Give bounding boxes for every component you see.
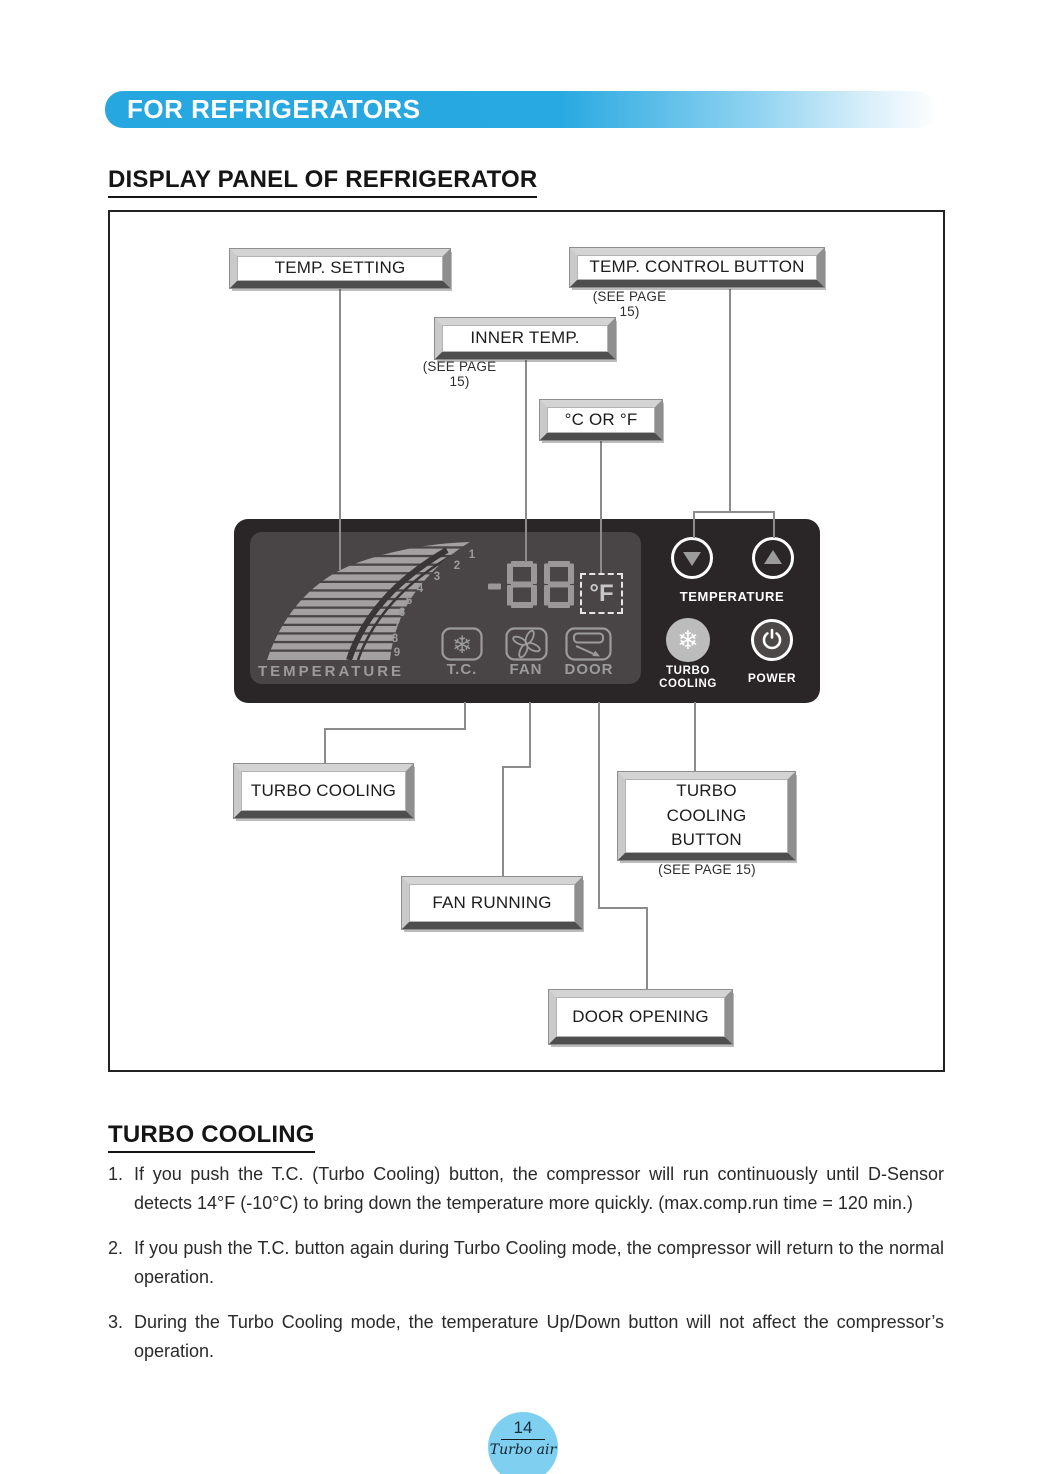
turbo-cooling-text xyxy=(108,1160,944,1382)
turbo-cooling-button-label xyxy=(643,665,733,691)
connector-inner-temp xyxy=(525,359,527,562)
connector-door-1 xyxy=(598,702,600,909)
callout-turbo-cooling xyxy=(234,764,413,818)
callout-temp-control-button xyxy=(570,248,824,287)
refrigerator-control-panel xyxy=(234,519,820,703)
temp-down-button xyxy=(671,537,713,579)
connector-door-3 xyxy=(646,907,648,990)
svg-text:9: 9 xyxy=(393,647,401,659)
callout-door-opening xyxy=(549,990,732,1044)
callout-fan-running-label: FAN RUNNING xyxy=(432,892,552,912)
connector-temp-control-bracket xyxy=(693,511,775,513)
power-button-label: POWER xyxy=(747,671,797,685)
svg-text:4: 4 xyxy=(416,583,424,595)
connector-temp-down xyxy=(693,511,695,538)
callout-temp-setting xyxy=(230,249,450,288)
svg-text:1: 1 xyxy=(468,549,476,561)
fan-indicator-label: FAN xyxy=(509,661,543,678)
connector-tc-2 xyxy=(324,728,466,730)
callout-c-or-f-label: °C OR °F xyxy=(564,409,638,429)
section-header-title: FOR REFRIGERATORS xyxy=(127,94,421,124)
connector-temp-control xyxy=(729,289,731,511)
diagram-frame xyxy=(108,210,945,1072)
svg-text:7: 7 xyxy=(393,620,401,632)
list-item xyxy=(108,1160,944,1218)
callout-turbo-cooling-button-label: TURBO COOLING BUTTON xyxy=(666,781,747,850)
svg-text:5: 5 xyxy=(405,595,413,607)
power-button xyxy=(751,619,793,661)
temp-up-button xyxy=(752,537,794,579)
triangle-down-icon xyxy=(683,552,701,566)
connector-fan-1 xyxy=(529,702,531,768)
turbo-cooling-heading: TURBO COOLING xyxy=(108,1121,315,1153)
list-item xyxy=(108,1308,944,1366)
item-number: 3. xyxy=(108,1312,124,1332)
temperature-unit-box xyxy=(580,573,623,614)
temperature-buttons-label: TEMPERATURE xyxy=(679,589,785,604)
brand-name: Turbo air xyxy=(489,1442,557,1458)
callout-temp-control-button-label: TEMP. CONTROL BUTTON xyxy=(589,257,805,277)
display-panel-heading: DISPLAY PANEL OF REFRIGERATOR xyxy=(108,166,537,198)
callout-turbo-cooling-label: TURBO COOLING xyxy=(250,780,397,800)
connector-fan-2 xyxy=(502,766,531,768)
power-icon xyxy=(760,628,784,652)
fan-icon xyxy=(505,627,548,661)
svg-text:8: 8 xyxy=(391,633,399,645)
note-inner-temp: (SEE PAGE 15) xyxy=(422,359,497,389)
turbo-cooling-button xyxy=(666,618,710,662)
callout-inner-temp xyxy=(435,318,615,359)
callout-door-opening-label: DOOR OPENING xyxy=(572,1006,709,1026)
callout-inner-temp-label: INNER TEMP. xyxy=(470,328,580,348)
turbo-label-line1: TURBO xyxy=(666,665,710,677)
triangle-up-icon xyxy=(764,550,782,564)
section-header-bar xyxy=(105,91,935,128)
connector-temp-up xyxy=(773,511,775,538)
connector-door-2 xyxy=(598,907,648,909)
svg-text:❄: ❄ xyxy=(451,632,473,659)
snowflake-icon: ❄ xyxy=(677,625,699,655)
callout-c-or-f xyxy=(540,400,662,440)
connector-temp-setting xyxy=(339,289,341,570)
page-badge xyxy=(488,1412,558,1474)
connector-tc-1 xyxy=(464,702,466,730)
svg-text:2: 2 xyxy=(453,560,461,572)
connector-fan-3 xyxy=(502,766,504,877)
door-indicator-label: DOOR xyxy=(564,661,614,678)
item-text: If you push the T.C. (Turbo Cooling) button, the compressor will run continuously until D-Sensor detects 14°F (-10°C) to bring down the temperature more quickly. (max.comp.run time = 120 min.) xyxy=(134,1164,944,1213)
note-turbo-cooling-button: (SEE PAGE 15) xyxy=(658,862,756,877)
svg-text:3: 3 xyxy=(433,571,441,583)
svg-text:6: 6 xyxy=(398,607,406,619)
temperature-unit: °F xyxy=(589,579,614,607)
callout-turbo-cooling-button xyxy=(618,772,795,860)
connector-turbo-button xyxy=(694,702,696,773)
callout-fan-running xyxy=(402,877,582,929)
door-icon xyxy=(565,627,612,661)
item-text: If you push the T.C. button again during Turbo Cooling mode, the compressor will return to the normal operation. xyxy=(134,1238,944,1287)
item-number: 1. xyxy=(108,1164,124,1184)
turbo-label-line2: COOLING xyxy=(659,678,717,690)
snowflake-icon xyxy=(441,627,483,661)
tc-indicator-label: T.C. xyxy=(446,661,478,678)
connector-tc-3 xyxy=(324,728,326,765)
item-number: 2. xyxy=(108,1238,124,1258)
connector-c-or-f xyxy=(600,440,602,573)
page-number: 14 xyxy=(501,1418,545,1440)
callout-temp-setting-label: TEMP. SETTING xyxy=(274,258,406,278)
item-text: During the Turbo Cooling mode, the temperature Up/Down button will not affect the compressor’s operation. xyxy=(134,1312,944,1361)
note-temp-control: (SEE PAGE 15) xyxy=(592,289,667,319)
list-item xyxy=(108,1234,944,1292)
dial-temperature-label: TEMPERATURE xyxy=(258,663,405,678)
